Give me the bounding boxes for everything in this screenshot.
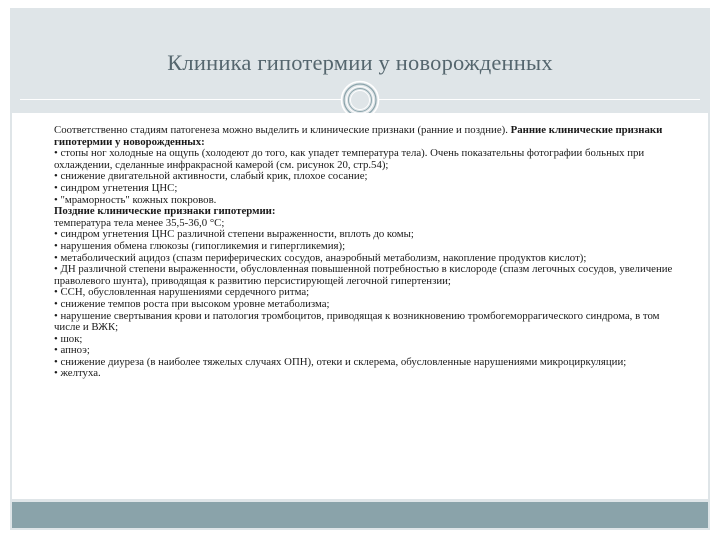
list-item-plain: • синдром угнетения ЦНС различной степени выраженности, вплоть до комы; — [54, 228, 414, 241]
list-item-plain: • метаболический ацидоз (спазм периферических сосудов, анаэробный метаболизм, накопление продуктов кислот); — [54, 251, 587, 264]
list-item-text — [54, 148, 674, 171]
list-item — [34, 148, 674, 171]
list-item-bold: Ранние клинические признаки гипотермии у новорожденных: — [54, 124, 663, 148]
list-item — [34, 125, 674, 148]
slide-title: Клиника гипотермии у новорожденных — [167, 50, 553, 75]
list-item-plain: Соответственно стадиям патогенеза можно выделить и клинические признаки (ранние и поздние). — [54, 124, 508, 136]
list-item-plain: • нарушение свертывания крови и патология тромбоцитов, приводящая к возникновению тромбогеморрагического синдрома, в том числе и ВЖК; — [54, 309, 660, 334]
list-item — [34, 334, 674, 346]
list-item-text — [54, 357, 674, 369]
list-item-plain: • шок; — [54, 332, 83, 345]
list-item-plain: • ССН, обусловленная нарушениями сердечного ритма; — [54, 286, 310, 299]
bullet-list — [34, 125, 674, 380]
list-item-plain: • стопы ног холодные на ощупь (холодеют до того, как упадет температура тела). Очень показательны фотографии больных при охлаждении, сделанные инфракрасной камерой (см. рисунок 20, стр.54); — [54, 147, 645, 171]
list-item-text — [54, 125, 674, 148]
list-item-plain: • желтуха. — [54, 367, 101, 380]
list-item-plain: • снижение темпов роста при высоком уровне метаболизма; — [54, 297, 330, 310]
list-item — [34, 311, 674, 334]
list-item-text — [54, 334, 674, 346]
list-item-plain: • нарушения обмена глюкозы (гипогликемия и гипергликемия); — [54, 239, 346, 252]
list-item-plain: • синдром угнетения ЦНС; — [54, 181, 178, 194]
list-item-plain: • ДН различной степени выраженности, обусловленная повышенной потребностью в кислороде (спазм легочных сосудов, увеличение праволевого шунта), приводящая к развитию персистирующей легочной гипертензии; — [54, 263, 673, 287]
list-item — [34, 357, 674, 369]
list-item — [34, 368, 674, 380]
list-item-plain: температура тела менее 35,5-36,0 °С; — [54, 216, 225, 229]
list-item-text — [54, 368, 674, 380]
list-item-text — [54, 311, 674, 334]
bottom-bar — [12, 502, 708, 528]
list-item-plain: • "мраморность" кожных покровов. — [54, 193, 217, 206]
list-item — [34, 264, 674, 287]
list-item-bold: Поздние клинические признаки гипотермии: — [54, 205, 276, 218]
list-item-text — [54, 264, 674, 287]
list-item-plain: • снижение диуреза (в наиболее тяжелых случаях ОПН), отеки и склерема, обусловленные нарушениями микроциркуляции; — [54, 355, 627, 368]
list-item-plain: • апноэ; — [54, 344, 90, 357]
list-item-plain: • снижение двигательной активности, слабый крик, плохое сосание; — [54, 170, 368, 183]
